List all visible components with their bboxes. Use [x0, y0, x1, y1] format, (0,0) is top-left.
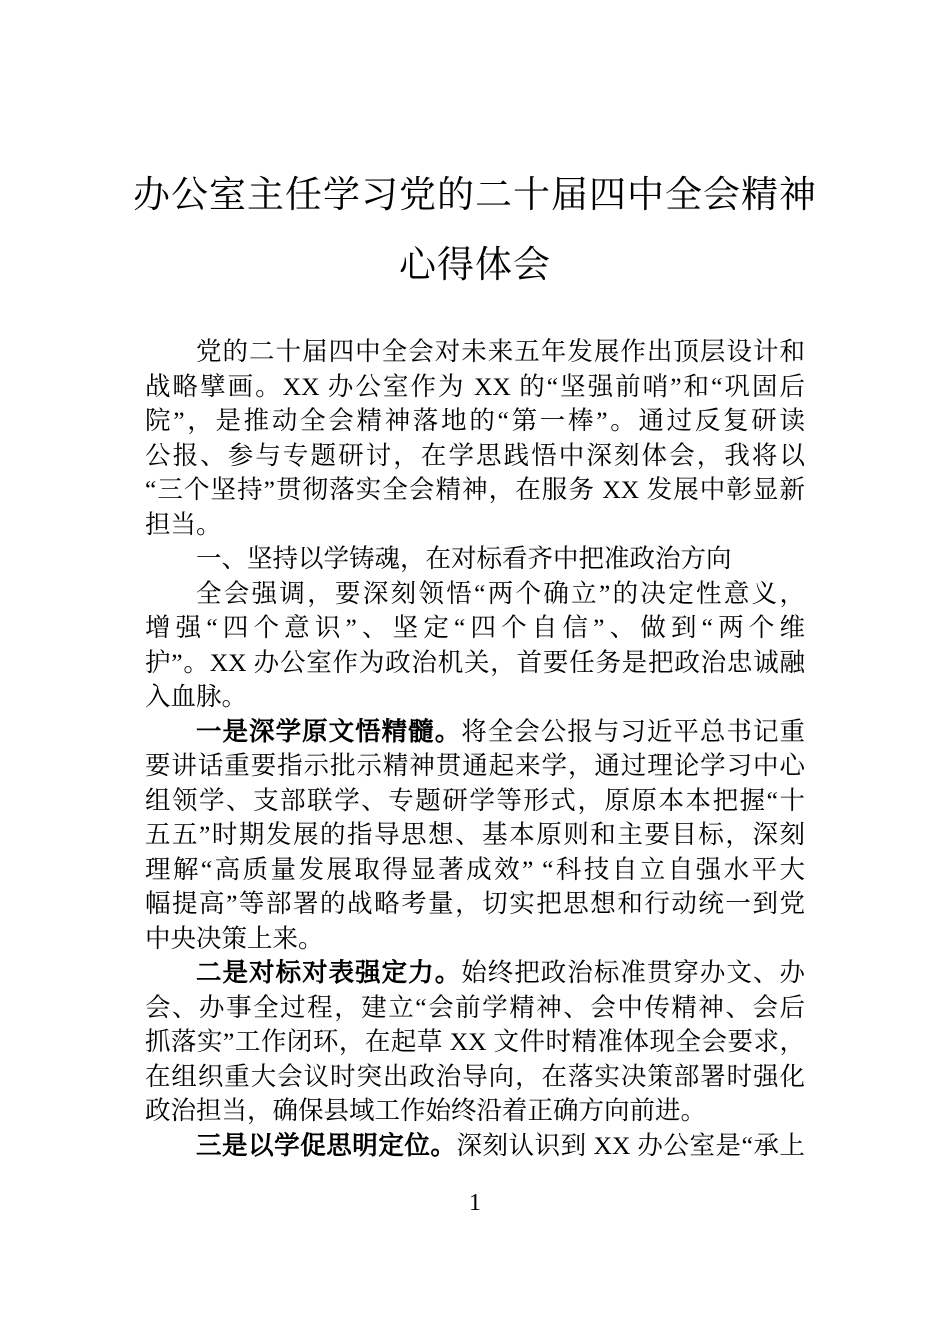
paragraph-4: [145, 1129, 805, 1164]
document-title-line-2: 心得体会: [399, 245, 551, 286]
text-line: 幅提高”等部署的战略考量，切实把思想和行动统一到党: [145, 889, 805, 918]
text-line: 中央决策上来。: [145, 923, 324, 953]
text-line: 院”，是推动全会精神落地的“第一棒”。通过反复研读: [145, 406, 805, 435]
text-span: 将全会公报与习近平总书记重: [461, 716, 805, 746]
section-heading-1: 一、坚持以学铸魂，在对标看齐中把准政治方向: [196, 544, 732, 573]
document-title-line-1: 办公室主任学习党的二十届四中全会精神: [133, 175, 817, 216]
text-line: 护”。XX 办公室作为政治机关，首要任务是把政治忠诚融: [145, 647, 805, 677]
text-line: 五五”时期发展的指导思想、基本原则和主要目标，深刻: [145, 820, 805, 849]
bold-lead: 三是以学促思明定位。: [196, 1130, 457, 1160]
paragraph-3: [145, 956, 805, 1129]
text-line: 增强“四个意识”、坚定“四个自信”、做到“两个维: [145, 613, 805, 642]
text-span: 深刻认识到 XX 办公室是“承上: [456, 1130, 805, 1160]
text-line: 公报、参与专题研讨，在学思践悟中深刻体会，我将以: [145, 440, 805, 470]
text-line: 理解“高质量发展取得显著成效” “科技自立自强水平大: [145, 854, 805, 884]
text-line: 战略擘画。XX 办公室作为 XX 的“坚强前哨”和“巩固后: [145, 371, 805, 401]
text-line: 要讲话重要指示批示精神贯通起来学，通过理论学习中心: [145, 751, 805, 780]
bold-lead: 二是对标对表强定力。: [196, 958, 462, 987]
text-line: 在组织重大会议时突出政治导向，在落实决策部署时强化: [145, 1061, 805, 1091]
text-line: [145, 1129, 805, 1164]
page-number: 1: [469, 1190, 481, 1216]
text-line: [145, 956, 805, 991]
text-line: 担当。: [145, 509, 222, 539]
text-line: 党的二十届四中全会对未来五年发展作出顶层设计和: [196, 337, 805, 366]
text-line: 会、办事全过程，建立“会前学精神、会中传精神、会后: [145, 992, 805, 1022]
text-line: 政治担当，确保县域工作始终沿着正确方向前进。: [145, 1096, 707, 1125]
text-line: 全会强调，要深刻领悟“两个确立”的决定性意义，: [196, 578, 805, 608]
text-line: “三个坚持”贯彻落实全会精神，在服务 XX 发展中彰显新: [145, 475, 805, 504]
intro-paragraph: [145, 335, 805, 542]
text-line: [145, 715, 805, 750]
paragraph-1: [145, 577, 805, 715]
paragraph-2: [145, 715, 805, 957]
bold-lead: 一是深学原文悟精髓。: [196, 716, 462, 746]
text-line: 抓落实”工作闭环，在起草 XX 文件时精准体现全会要求，: [145, 1027, 805, 1056]
text-line: 入血脉。: [145, 682, 248, 711]
text-line: 组领学、支部联学、专题研学等形式，原原本本把握“十: [145, 785, 805, 815]
text-span: 始终把政治标准贯穿办文、办: [461, 958, 805, 987]
document-body: [145, 335, 805, 1163]
